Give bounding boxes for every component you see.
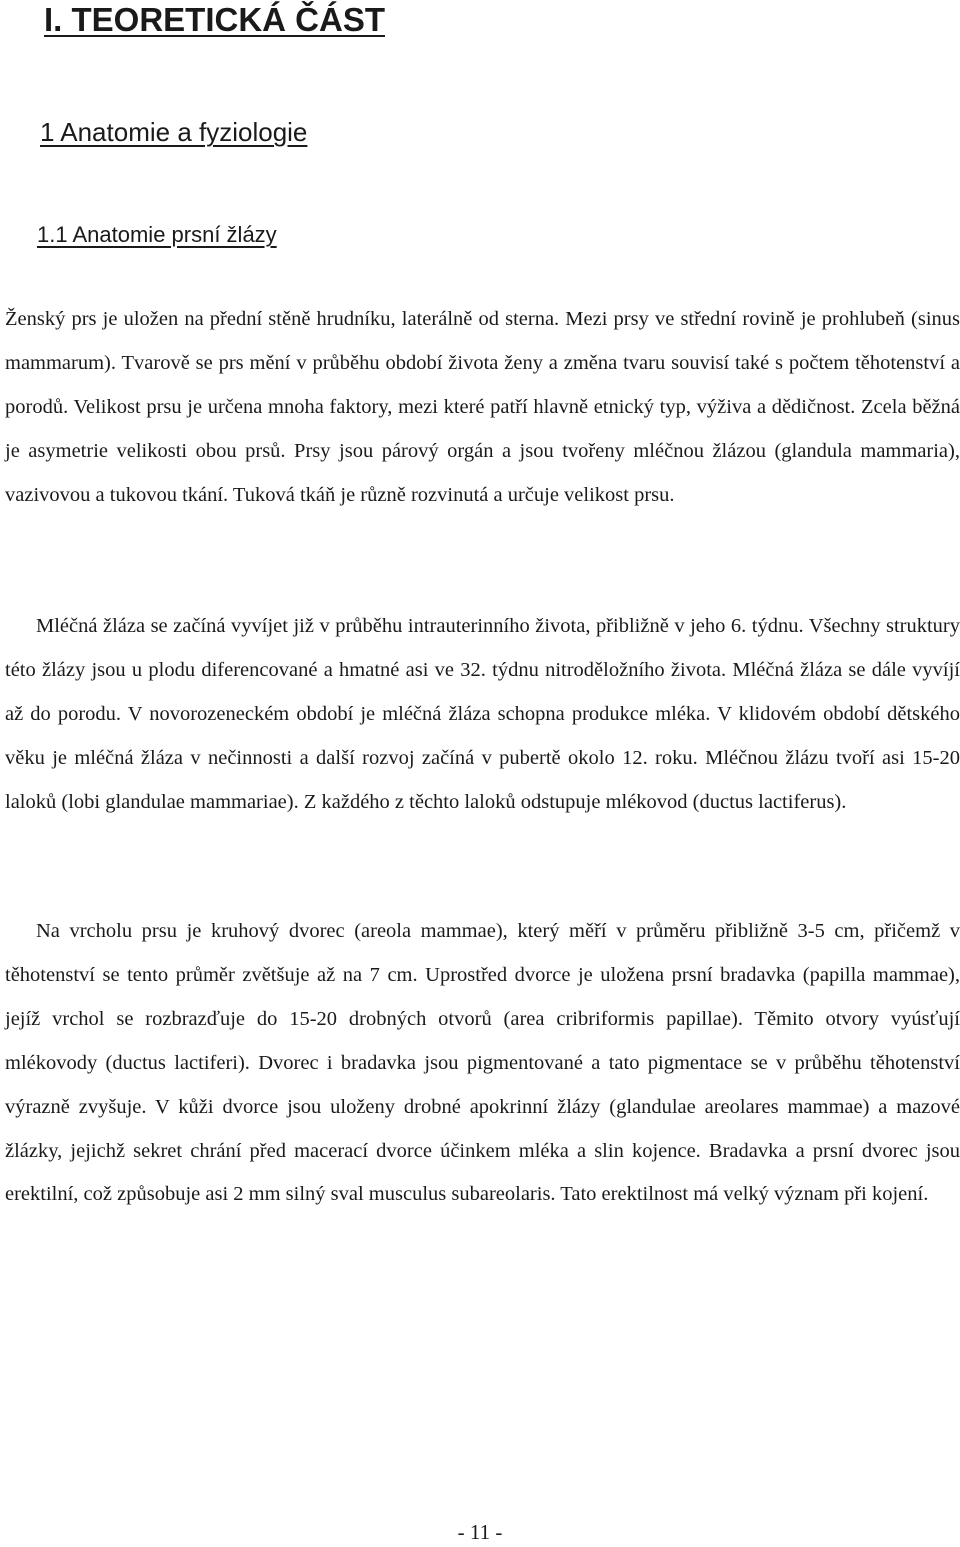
paragraph-gland-development: Mléčná žláza se začíná vyvíjet již v průběhu intrauterinního života, přibližně v jeho 6. týdnu. Všechny struktury této žlázy jsou u plodu diferencované a hmatné asi ve 32. týdnu nitroděložního života. Mléčná žláza se dále vyvíjí až do porodu. V novorozeneckém období je mléčná žláza schopna produkce mléka. V klidovém období dětského věku je mléčná žláza v nečinnosti a další rozvoj začíná v pubertě okolo 12. roku. Mléčnou žlázu tvoří asi 15-20 laloků (lobi glandulae mammariae). Z každého z těchto laloků odstupuje mlékovod (ductus lactiferus). (5, 615, 960, 813)
paragraph-areola-nipple: Na vrcholu prsu je kruhový dvorec (areola mammae), který měří v průměru přibližně 3-5 cm, přičemž v těhotenství se tento průměr zvětšuje až na 7 cm. Uprostřed dvorce je uložena prsní bradavka (papilla mammae), jejíž vrchol se rozbrazďuje do 15-20 drobných otvorů (area cribriformis papillae). Těmito otvory vyúsťují mlékovody (ductus lactiferi). Dvorec i bradavka jsou pigmentované a tato pigmentace se v průběhu těhotenství výrazně zvyšuje. V kůži dvorce jsou uloženy drobné apokrinní žlázy (glandulae areolares mammae) a mazové žlázky, jejichž sekret chrání před macerací dvorce účinkem mléka a slin kojence. Bradavka a prsní dvorec jsou erektilní, což způsobuje asi 2 mm silný sval musculus subareolaris. Tato erektilnost má velký význam při kojení. (5, 920, 960, 1206)
section-title: 1.1 Anatomie prsní žlázy (37, 222, 277, 247)
chapter-title: 1 Anatomie a fyziologie (40, 117, 308, 147)
part-title: I. TEORETICKÁ ČÁST (44, 1, 386, 38)
paragraph-breast-anatomy: Ženský prs je uložen na přední stěně hrudníku, laterálně od sterna. Mezi prsy ve střední rovině je prohlubeň (sinus mammarum). Tvarově se prs mění v průběhu období života ženy a změna tvaru souvisí také s počtem těhotenství a porodů. Velikost prsu je určena mnoha faktory, mezi které patří hlavně etnický typ, výživa a dědičnost. Zcela běžná je asymetrie velikosti obou prsů. Prsy jsou párový orgán a jsou tvořeny mléčnou žlázou (glandula mammaria), vazivovou a tukovou tkání. Tuková tkáň je různě rozvinutá a určuje velikost prsu. (5, 308, 960, 506)
page-number: - 11 - (457, 1520, 503, 1544)
